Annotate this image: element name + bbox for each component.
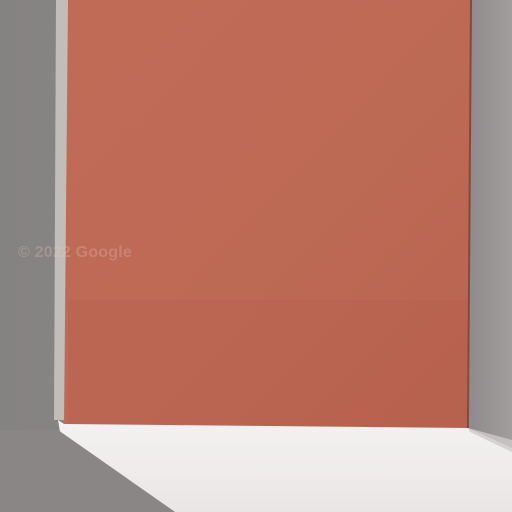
copyright-watermark: © 2022 Google	[18, 244, 132, 261]
red-panel-shade	[68, 300, 468, 428]
